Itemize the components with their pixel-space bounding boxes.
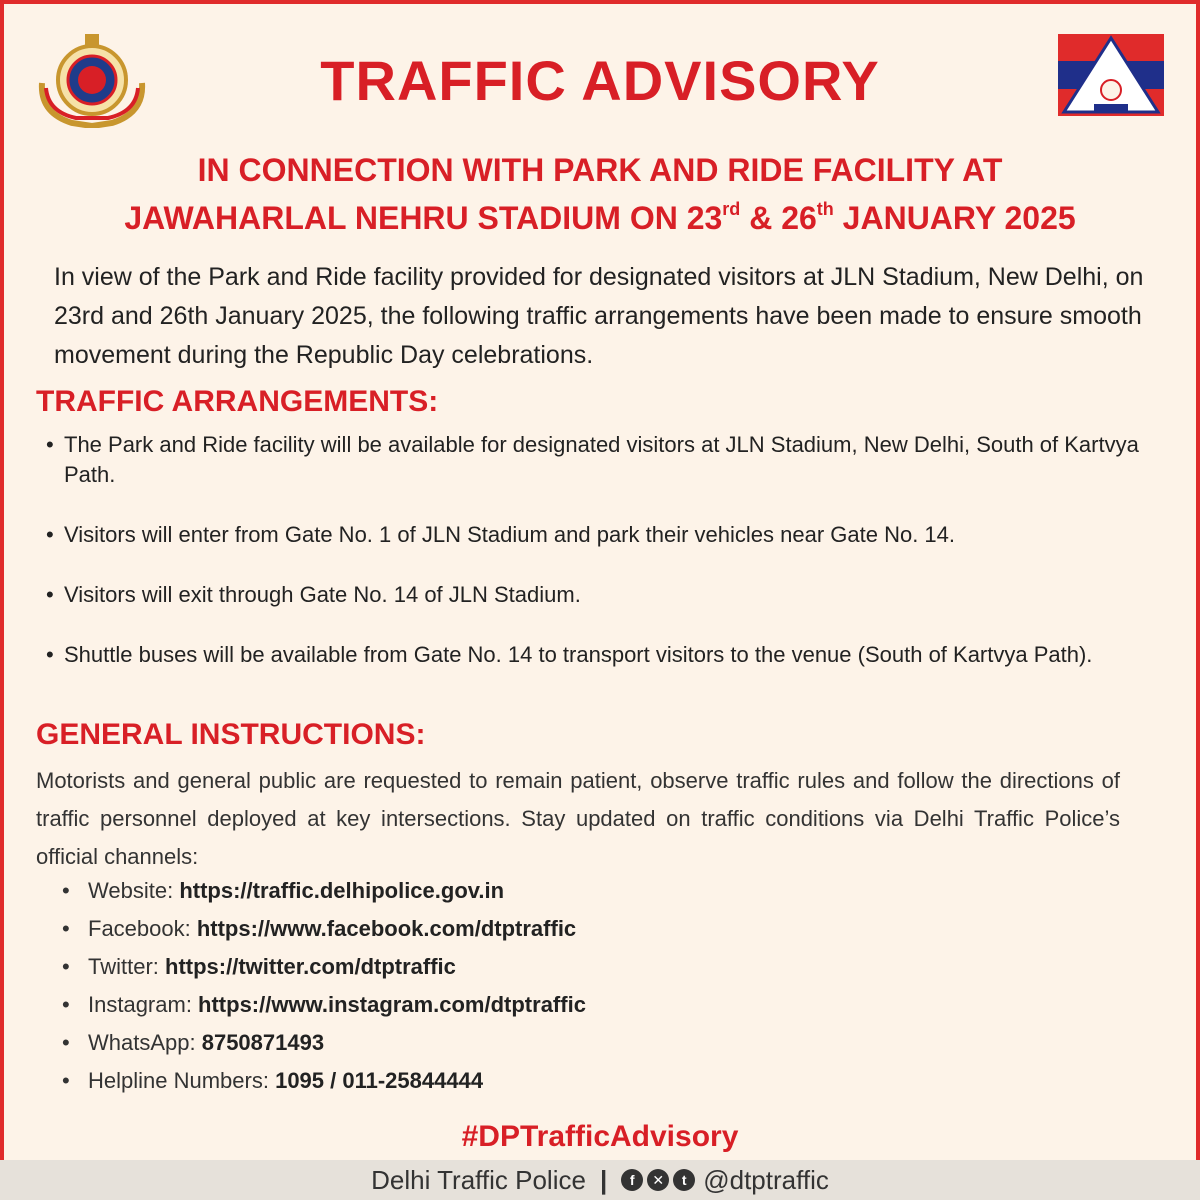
bullet-icon: • xyxy=(62,954,70,979)
list-item xyxy=(46,640,1156,670)
page-title: TRAFFIC ADVISORY xyxy=(320,49,880,112)
list-item-text: The Park and Ride facility will be available for designated visitors at JLN Stadium, New Delhi, South of Kartvya Path. xyxy=(64,432,1139,487)
facebook-icon[interactable]: f xyxy=(621,1169,643,1191)
footer-separator: | xyxy=(599,1164,608,1195)
bullet-icon: • xyxy=(62,878,70,903)
instagram-link[interactable]: https://www.instagram.com/dtptraffic xyxy=(198,992,586,1017)
link-label: Helpline Numbers: xyxy=(88,1068,276,1093)
bullet-icon: • xyxy=(62,1068,70,1093)
subtitle-line-1: IN CONNECTION WITH PARK AND RIDE FACILITY AT xyxy=(197,152,1003,188)
arrangements-list xyxy=(46,430,1156,670)
footer-bar xyxy=(0,1160,1200,1200)
subtitle-line-2 xyxy=(0,194,1200,242)
list-item xyxy=(46,520,1156,550)
whatsapp-number[interactable]: 8750871493 xyxy=(201,1030,325,1055)
list-item-text: Visitors will enter from Gate No. 1 of JLN Stadium and park their vehicles near Gate No. 14. xyxy=(64,522,955,547)
list-item xyxy=(46,580,1156,610)
bullet-icon: • xyxy=(62,1030,70,1055)
helpline-numbers[interactable]: 1095 / 011-25844444 xyxy=(275,1068,484,1093)
channel-links-list xyxy=(62,872,586,1100)
subtitle-sup-rd: rd xyxy=(722,199,741,219)
bullet-icon: • xyxy=(46,432,54,457)
link-label: Instagram: xyxy=(88,992,199,1017)
link-label: Twitter: xyxy=(88,954,166,979)
twitter-icon[interactable]: t xyxy=(673,1169,695,1191)
advisory-subtitle xyxy=(0,146,1200,242)
x-icon[interactable]: ✕ xyxy=(647,1169,669,1191)
link-row-instagram xyxy=(62,986,586,1024)
list-item-text: Visitors will exit through Gate No. 14 of JLN Stadium. xyxy=(64,582,581,607)
list-item-text: Shuttle buses will be available from Gate No. 14 to transport visitors to the venue (South of Kartvya Path). xyxy=(64,642,1093,667)
bullet-icon: • xyxy=(62,916,70,941)
bullet-icon: • xyxy=(62,992,70,1017)
bullet-icon: • xyxy=(46,642,54,667)
link-label: WhatsApp: xyxy=(88,1030,202,1055)
general-instructions-text: Motorists and general public are requested to remain patient, observe traffic rules and follow the directions of traffic personnel deployed at key intersections. Stay updated on traffic conditions via Delhi Traffic Police’s official channels: xyxy=(36,768,1120,869)
link-row-whatsapp xyxy=(62,1024,586,1062)
subtitle-sup-th: th xyxy=(816,199,834,219)
website-link[interactable]: https://traffic.delhipolice.gov.in xyxy=(179,878,505,903)
link-label: Website: xyxy=(88,878,180,903)
subtitle-text-b: & 26 xyxy=(740,200,817,236)
link-row-helpline xyxy=(62,1062,586,1100)
bullet-icon: • xyxy=(46,582,54,607)
bullet-icon: • xyxy=(46,522,54,547)
list-item xyxy=(46,430,1156,490)
link-label: Facebook: xyxy=(88,916,197,941)
subtitle-text-a: JAWAHARLAL NEHRU STADIUM ON 23 xyxy=(124,200,723,236)
facebook-link[interactable]: https://www.facebook.com/dtptraffic xyxy=(196,916,577,941)
link-row-twitter xyxy=(62,948,586,986)
link-row-facebook xyxy=(62,910,586,948)
footer-org: Delhi Traffic Police xyxy=(371,1164,586,1195)
subtitle-text-c: JANUARY 2025 xyxy=(833,200,1076,236)
hashtag[interactable]: #DPTrafficAdvisory xyxy=(461,1120,739,1153)
twitter-link[interactable]: https://twitter.com/dtptraffic xyxy=(165,954,456,979)
traffic-arrangements-heading: TRAFFIC ARRANGEMENTS: xyxy=(36,385,439,418)
footer-handle[interactable]: @dtptraffic xyxy=(703,1164,829,1195)
intro-paragraph: In view of the Park and Ride facility provided for designated visitors at JLN Stadium, New Delhi, on 23rd and 26th January 2025, the following traffic arrangements have been made to ensure smooth movement during the Republic Day celebrations. xyxy=(54,263,1144,369)
general-instructions-heading: GENERAL INSTRUCTIONS: xyxy=(36,718,426,751)
link-row-website xyxy=(62,872,586,910)
